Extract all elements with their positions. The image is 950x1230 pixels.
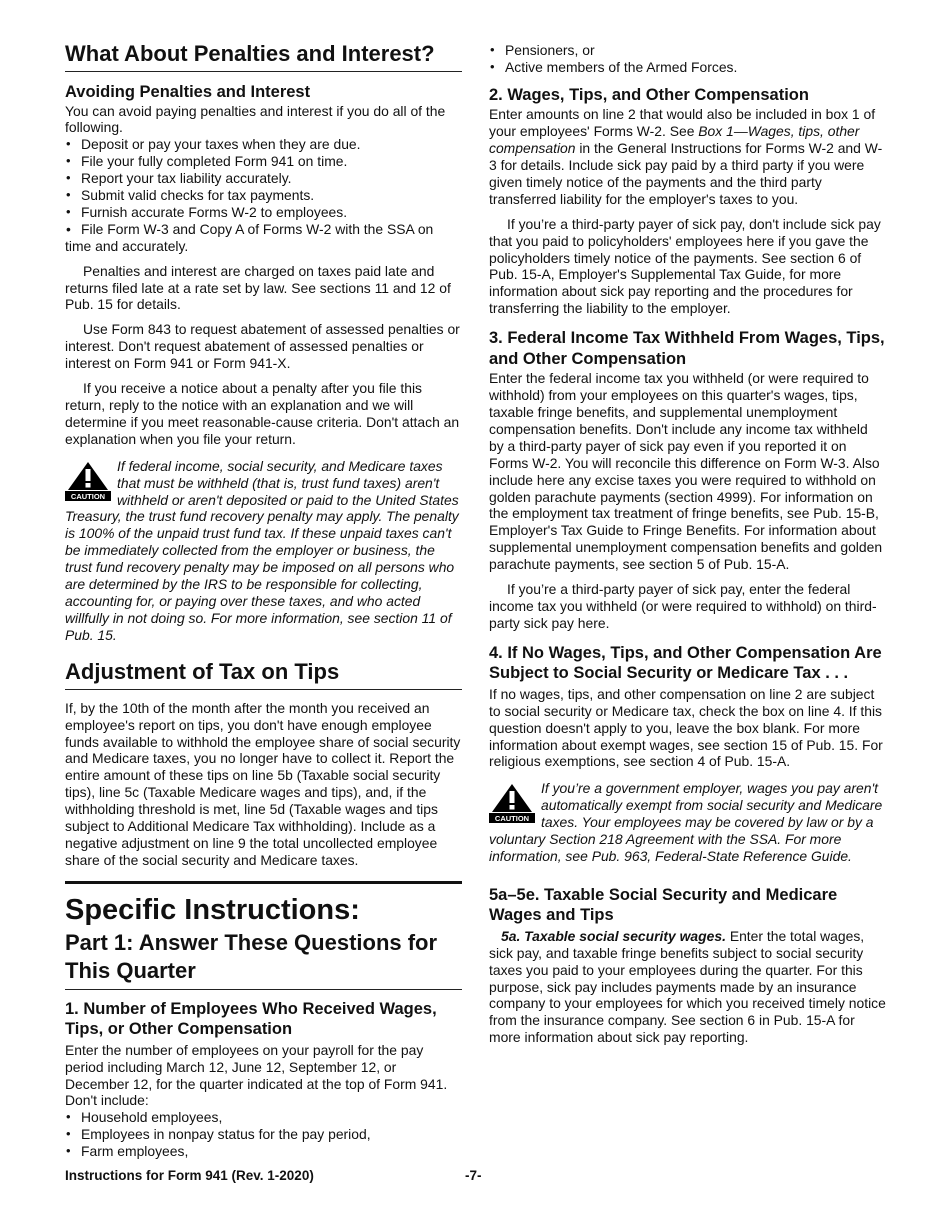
left-column [65, 40, 462, 1160]
list-item: • Active members of the Armed Forces. [489, 59, 886, 76]
q4-heading: 4. If No Wages, Tips, and Other Compensation Are Subject to Social Security or Medicare Tax . . . [489, 643, 882, 683]
q3-paragraph-2: If you’re a third-party payer of sick pay, enter the federal income tax you withheld (or were required to withhold) on third-party sick pay here. [489, 581, 877, 631]
footer-page-number: -7- [465, 1168, 482, 1183]
caution-block-1 [65, 458, 462, 644]
list-item: • Furnish accurate Forms W-2 to employees. [65, 204, 462, 221]
penalties-paragraph-1: Penalties and interest are charged on taxes paid late and returns filed late at a rate set by law. See sections 11 and 12 of Pub. 15 for details. [65, 262, 451, 313]
q1-heading: 1. Number of Employees Who Received Wages, Tips, or Other Compensation [65, 999, 437, 1039]
list-item: • Farm employees, [65, 1143, 462, 1160]
avoiding-bullet-list [65, 136, 462, 221]
top-bullet-list [489, 42, 886, 76]
q1-paragraph: Enter the number of employees on your payroll for the pay period including March 12, June 12, September 12, or December 12, for the quarter indicated at the top of Form 941. Don't include: [65, 1041, 448, 1109]
footer-form-title: Instructions for Form 941 (Rev. 1-2020) [65, 1168, 314, 1183]
list-item: • Household employees, [65, 1109, 462, 1126]
list-item: • Submit valid checks for tax payments. [65, 187, 462, 204]
list-item: • Report your tax liability accurately. [65, 170, 462, 187]
caution-icon [489, 783, 535, 823]
q2-paragraph-2: If you’re a third-party payer of sick pay, don't include sick pay that you paid to policyholders' employees here if you gave the policyholders timely notice of the payments. See section 6 of Pub. 15-A, Employer's Supplemental Tax Guide, for more information about sick pay reporting and the procedures for transferring the liability to the employer. [489, 215, 881, 317]
q3-heading: 3. Federal Income Tax Withheld From Wages, Tips, and Other Compensation [489, 329, 885, 368]
right-column [489, 42, 886, 1046]
q5-heading: 5a–5e. Taxable Social Security and Medicare Wages and Tips [489, 885, 838, 925]
list-item: • File your fully completed Form 941 on time. [65, 153, 462, 170]
avoiding-bullet-last: • File Form W-3 and Copy A of Forms W-2 with the SSA on time and accurately. [65, 220, 434, 254]
avoiding-intro: You can avoid paying penalties and interest if you do all of the following. [65, 102, 446, 136]
q5a-paragraph: 5a. Taxable social security wages. Enter the total wages, sick pay, and taxable fringe benefits subject to social security taxes you paid to your employees during the quarter. For this purpose, sick pay includes payments made by an insurance company to your employees for which you received timely notice from the insurance company. See section 6 in Pub. 15-A for more information about sick pay reporting. [489, 927, 886, 1046]
caution-text-2: If you’re a government employer, wages you pay aren't automatically exempt from social security and Medicare taxes. Your employees may be covered by law or by a voluntary Section 218 Agreement with the SSA. For more information, see Pub. 963, Federal-State Reference Guide. [489, 780, 883, 864]
q4-paragraph: If no wages, tips, and other compensation on line 2 are subject to social security or Medicare tax, check the box on line 4. If this question doesn't apply to you, leave the box blank. For more information about exempt wages, see section 15 of Pub. 15. For religious exemptions, see section 4 of Pub. 15-A. [489, 685, 883, 770]
caution-icon [65, 461, 111, 501]
penalties-paragraph-3: If you receive a notice about a penalty after you file this return, reply to the notice with an explanation and we will determine if you meet reasonable-cause criteria. Don't attach an explanation when you file your return. [65, 380, 460, 447]
specific-instructions-header [65, 881, 462, 990]
caution-label: CAUTION [70, 491, 106, 501]
specific-instructions-heading: Specific Instructions: [65, 893, 360, 926]
q2-heading: 2. Wages, Tips, and Other Compensation [489, 85, 809, 104]
part1-heading: Part 1: Answer These Questions for This Quarter [65, 929, 462, 990]
q1-bullet-list [65, 1109, 462, 1160]
list-item: • Employees in nonpay status for the pay period, [65, 1126, 462, 1143]
tips-paragraph: If, by the 10th of the month after the month you received an employee's report on tips, you don't have enough employee funds available to withhold the employee share of social security and Medicare taxes, you no longer have to collect it. Report the entire amount of these tips on line 5b (Taxable social security tips), line 5c (Taxable Medicare wages and tips), and, if the withholding threshold is met, line 5d (Taxable wages and tips subject to Additional Medicare Tax withholding). Include as a negative adjustment on line 9 the total uncollected employee share of the social security and Medicare taxes. [65, 699, 461, 868]
tips-heading: Adjustment of Tax on Tips [65, 658, 340, 684]
list-item: • Deposit or pay your taxes when they are due. [65, 136, 462, 153]
q2-paragraph-1: Enter amounts on line 2 that would also be included in box 1 of your employees' Forms W-2. See Box 1—Wages, tips, other compensation in the General Instructions for Forms W-2 and W-3 for details. Include sick pay paid by a third party if you were given timely notice of the payments and the third party transferred liability for the employer's taxes to you. [489, 106, 883, 207]
q3-paragraph-1: Enter the federal income tax you withheld (or were required to withhold) from your employees on this quarter's wages, tips, taxable fringe benefits, and supplemental unemployment compensation benefits. Don't include any income tax withheld by a third-party payer of sick pay even if you reported it on Forms W-2. You will reconcile this difference on Form W-3. Also include here any excise taxes you were required to withhold on golden parachute payments (section 4999). For information on the employment tax treatment of fringe benefits, see Pub. 15-B, Employer's Tax Guide to Fringe Benefits. For information about supplemental unemployment compensation benefits and golden parachute payments, see section 5 of Pub. 15-A. [489, 370, 883, 573]
avoiding-heading: Avoiding Penalties and Interest [65, 83, 311, 101]
list-item: • Pensioners, or [489, 42, 886, 59]
penalties-paragraph-2: Use Form 843 to request abatement of assessed penalties or interest. Don't request abatement of assessed penalties or interest on Form 941 or Form 941-X. [65, 321, 460, 372]
caution-label: CAUTION [494, 814, 530, 824]
tips-section-header [65, 658, 462, 690]
caution-block-2 [489, 780, 886, 865]
penalties-section-header [65, 40, 462, 72]
caution-text-1: If federal income, social security, and Medicare taxes that must be withheld (that is, trust fund taxes) aren't withheld or aren't deposited or paid to the United States Treasury, the trust fund recovery penalty may apply. The penalty is 100% of the unpaid trust fund tax. If these unpaid taxes can't be immediately collected from the employer or business, the trust fund recovery penalty may be imposed on all persons who are determined by the IRS to be responsible for collecting, accounting for, or paying over these taxes, and who acted willfully in not doing so. For more information, see section 11 of Pub. 15. [65, 457, 459, 643]
penalties-heading: What About Penalties and Interest? [65, 41, 435, 66]
